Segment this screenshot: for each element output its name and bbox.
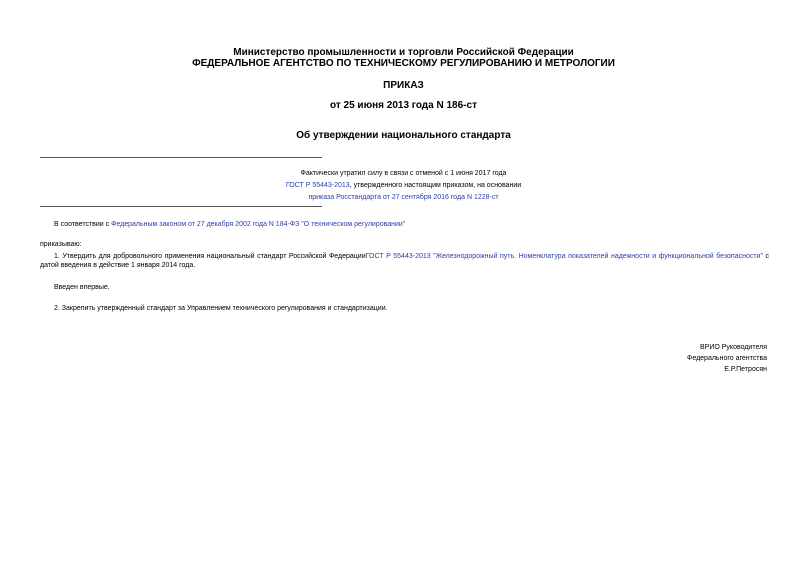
divider-top [40, 157, 322, 158]
item-2-paragraph: 2. Закрепить утвержденный стандарт за Управлением технического регулирования и стандартизации. [54, 305, 388, 312]
ministry-title: Министерство промышленности и торговли Российской Федерации [233, 47, 574, 58]
signature-position: ВРИО Руководителя [700, 344, 767, 351]
signature-agency: Федерального агентства [687, 355, 767, 362]
signature-name: Е.Р.Петросян [724, 366, 767, 373]
agency-title: ФЕДЕРАЛЬНОЕ АГЕНТСТВО ПО ТЕХНИЧЕСКОМУ РЕГУЛИРОВАНИЮ И МЕТРОЛОГИИ [192, 58, 615, 69]
notice-line-3 [0, 193, 807, 202]
doc-type: ПРИКАЗ [383, 80, 424, 91]
item-1-paragraph [40, 252, 769, 270]
divider-bottom [40, 206, 322, 207]
signature-block [687, 342, 767, 375]
federal-law-link[interactable]: Федеральным законом от 27 декабря 2002 года N 184-ФЗ "О техническом регулировании" [111, 221, 406, 228]
notice-line-1: Фактически утратил силу в связи с отменой с 1 июня 2017 года [300, 170, 507, 177]
notice-line-2 [0, 181, 807, 190]
doc-subject: Об утверждении национального стандарта [296, 130, 511, 141]
introduced-note: Введен впервые. [54, 284, 110, 291]
item-1-suffix: с датой введения в действие 1 января 2014 года. [40, 253, 769, 269]
notice-order-link[interactable]: приказа Росстандарта от 27 сентября 2016 года N 1228-ст [308, 194, 499, 201]
gost-standard-link[interactable]: ГОСТ Р 55443-2013 "Железнодорожный путь. Номенклатура показателей надежности и функциональной безопасности" [365, 253, 763, 260]
order-word: приказываю: [40, 241, 82, 248]
notice-line-2-text: , утвержденного настоящим приказом, на основании [349, 182, 522, 189]
item-1-prefix: 1. Утвердить для добровольного применения национальный стандарт Российской Федерации [54, 253, 366, 260]
notice-gost-link[interactable]: ГОСТ Р 55443-2013 [285, 182, 350, 189]
accordance-prefix: В соответствии с [54, 221, 112, 228]
doc-date: от 25 июня 2013 года N 186-ст [330, 100, 477, 111]
accordance-paragraph [54, 220, 769, 229]
